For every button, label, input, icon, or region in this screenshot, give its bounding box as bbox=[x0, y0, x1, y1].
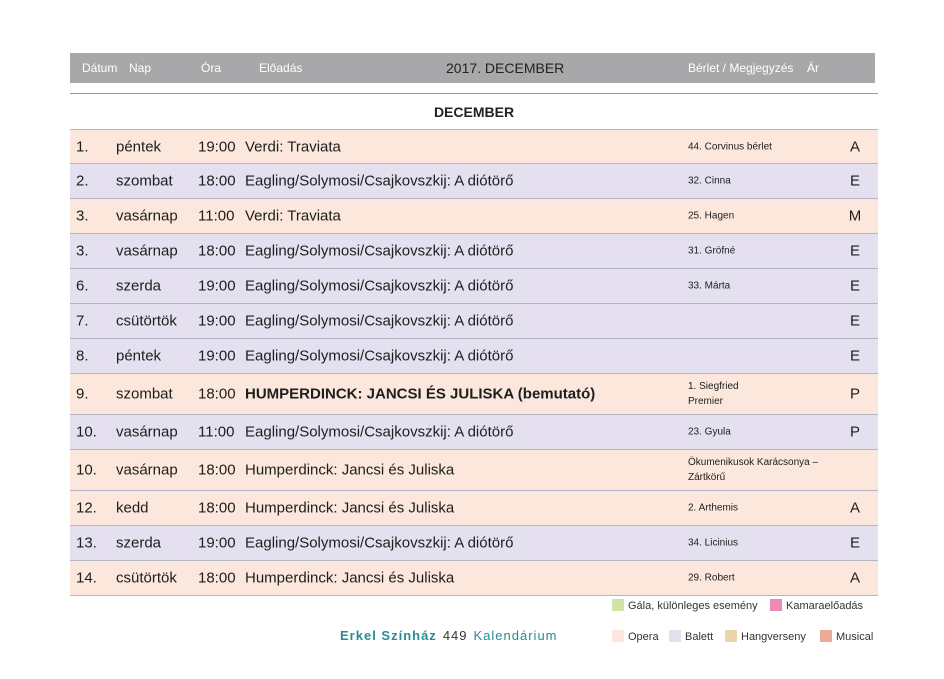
row-title: Verdi: Traviata bbox=[245, 207, 341, 225]
row-time: 11:00 bbox=[198, 207, 235, 225]
legend-musical-label: Musical bbox=[836, 631, 874, 643]
legend-kamara-label: Kamaraelőadás bbox=[786, 600, 864, 612]
row-note: 23. Gyula bbox=[688, 426, 731, 438]
legend-hangverseny-label: Hangverseny bbox=[741, 631, 806, 643]
row-note: 33. Márta bbox=[688, 280, 731, 292]
legend-kamara-swatch bbox=[770, 599, 782, 611]
row-note: 32. Cinna bbox=[688, 175, 731, 187]
legend-opera bbox=[612, 630, 659, 643]
row-time: 18:00 bbox=[198, 499, 236, 517]
row-date: 1. bbox=[76, 138, 89, 155]
row-time: 19:00 bbox=[198, 312, 236, 330]
row-date: 3. bbox=[76, 207, 89, 225]
table-row bbox=[70, 234, 878, 269]
row-time: 19:00 bbox=[198, 347, 236, 365]
row-price: A bbox=[849, 138, 860, 155]
row-day: kedd bbox=[116, 499, 149, 517]
row-price: E bbox=[849, 277, 860, 295]
table-row bbox=[70, 374, 878, 415]
row-title: Humperdinck: Jancsi és Juliska bbox=[245, 499, 455, 517]
row-price: P bbox=[849, 385, 860, 403]
table-row bbox=[70, 129, 878, 164]
legend-kamara bbox=[770, 599, 863, 612]
row-note: 44. Corvinus bérlet bbox=[688, 141, 772, 152]
table-header-bar bbox=[70, 53, 875, 83]
table-row bbox=[70, 269, 878, 304]
row-day: szombat bbox=[116, 172, 173, 190]
row-time: 18:00 bbox=[198, 242, 236, 260]
footer-brand bbox=[340, 628, 558, 643]
table-row bbox=[70, 526, 878, 561]
row-day: vasárnap bbox=[116, 242, 178, 260]
row-time: 18:00 bbox=[198, 461, 236, 479]
row-date: 6. bbox=[76, 277, 89, 295]
row-title: Eagling/Solymosi/Csajkovszkij: A diótörő bbox=[245, 172, 514, 190]
row-price: E bbox=[849, 172, 860, 190]
table-row bbox=[70, 199, 878, 234]
month-title: DECEMBER bbox=[433, 104, 515, 120]
row-day: vasárnap bbox=[116, 207, 178, 225]
legend-opera-swatch bbox=[612, 630, 624, 642]
table-row bbox=[70, 339, 878, 374]
row-price: E bbox=[849, 312, 860, 330]
row-note: 34. Licinius bbox=[688, 537, 739, 549]
legend-opera-label: Opera bbox=[628, 631, 659, 643]
table-row bbox=[70, 491, 878, 526]
legend-gala-swatch bbox=[612, 599, 624, 611]
row-title: HUMPERDINCK: JANCSI ÉS JULISKA (bemutató) bbox=[245, 385, 596, 403]
row-time: 19:00 bbox=[198, 534, 236, 552]
row-title: Verdi: Traviata bbox=[245, 138, 341, 155]
row-day: péntek bbox=[116, 347, 162, 365]
table-row bbox=[70, 304, 878, 339]
row-note: 29. Robert bbox=[688, 572, 735, 584]
row-date: 10. bbox=[76, 423, 97, 441]
row-date: 7. bbox=[76, 312, 89, 330]
row-day: csütörtök bbox=[116, 569, 177, 587]
row-day: vasárnap bbox=[116, 423, 178, 441]
row-note: 1. Siegfried Premier bbox=[688, 381, 739, 407]
legend-gala bbox=[612, 599, 758, 612]
header-show: Előadás bbox=[259, 61, 303, 75]
row-price: E bbox=[849, 242, 860, 260]
row-day: szerda bbox=[116, 277, 162, 295]
legend-balett bbox=[669, 630, 713, 643]
row-price: E bbox=[849, 347, 860, 365]
header-price: Ár bbox=[807, 61, 819, 75]
row-price: P bbox=[849, 423, 860, 441]
row-note: Ökumenikusok Karácsonya – Zártkörű bbox=[688, 457, 819, 483]
row-title: Eagling/Solymosi/Csajkovszkij: A diótörő bbox=[245, 242, 514, 260]
row-date: 14. bbox=[76, 569, 97, 587]
table-row bbox=[70, 450, 878, 491]
row-note: 2. Arthemis bbox=[688, 502, 739, 514]
header-note: Bérlet / Megjegyzés bbox=[688, 61, 794, 75]
row-note: 25. Hagen bbox=[688, 210, 735, 222]
row-date: 13. bbox=[76, 534, 97, 552]
row-title: Humperdinck: Jancsi és Juliska bbox=[245, 461, 455, 479]
row-date: 2. bbox=[76, 172, 89, 190]
legend-gala-label: Gála, különleges esemény bbox=[628, 600, 758, 612]
header-divider bbox=[70, 93, 878, 94]
row-time: 18:00 bbox=[198, 385, 236, 403]
row-date: 12. bbox=[76, 499, 97, 517]
row-day: szerda bbox=[116, 534, 162, 552]
legend-balett-swatch bbox=[669, 630, 681, 642]
row-title: Eagling/Solymosi/Csajkovszkij: A diótörő bbox=[245, 347, 514, 365]
row-time: 18:00 bbox=[198, 172, 236, 190]
row-price: A bbox=[849, 569, 860, 587]
header-day: Nap bbox=[129, 61, 152, 75]
page-number: 449 bbox=[442, 628, 468, 643]
legend-balett-label: Balett bbox=[685, 631, 714, 643]
table-row bbox=[70, 561, 878, 596]
row-title: Eagling/Solymosi/Csajkovszkij: A diótörő bbox=[245, 312, 514, 330]
row-date: 8. bbox=[76, 347, 89, 365]
legend-hangverseny-swatch bbox=[725, 630, 737, 642]
row-day: csütörtök bbox=[116, 312, 177, 330]
row-price: A bbox=[849, 499, 860, 517]
row-time: 19:00 bbox=[198, 277, 236, 295]
row-day: szombat bbox=[116, 385, 173, 403]
legend-hangverseny bbox=[725, 630, 806, 643]
schedule-table bbox=[70, 129, 878, 596]
row-time: 18:00 bbox=[198, 569, 236, 587]
row-price: E bbox=[849, 534, 860, 552]
row-date: 3. bbox=[76, 242, 89, 260]
row-date: 9. bbox=[76, 385, 89, 403]
header-date: Dátum bbox=[82, 61, 118, 75]
row-price: M bbox=[848, 207, 862, 225]
row-title: Humperdinck: Jancsi és Juliska bbox=[245, 569, 455, 587]
table-row bbox=[70, 415, 878, 450]
row-title: Eagling/Solymosi/Csajkovszkij: A diótörő bbox=[245, 534, 514, 552]
legend-musical-swatch bbox=[820, 630, 832, 642]
header-time: Óra bbox=[201, 61, 222, 75]
row-title: Eagling/Solymosi/Csajkovszkij: A diótörő bbox=[245, 423, 514, 441]
header-title: 2017. DECEMBER bbox=[446, 60, 565, 76]
row-title: Eagling/Solymosi/Csajkovszkij: A diótörő bbox=[245, 277, 514, 295]
row-time: 11:00 bbox=[198, 423, 235, 441]
footer-subtitle: Kalendárium bbox=[473, 628, 558, 643]
row-day: péntek bbox=[116, 138, 162, 155]
legend-musical bbox=[820, 630, 873, 643]
row-date: 10. bbox=[76, 461, 97, 479]
row-day: vasárnap bbox=[116, 461, 178, 479]
row-time: 19:00 bbox=[198, 138, 236, 155]
row-note: 31. Grófné bbox=[688, 245, 736, 257]
footer-theatre-name: Erkel Színház bbox=[340, 628, 437, 643]
table-row bbox=[70, 164, 878, 199]
